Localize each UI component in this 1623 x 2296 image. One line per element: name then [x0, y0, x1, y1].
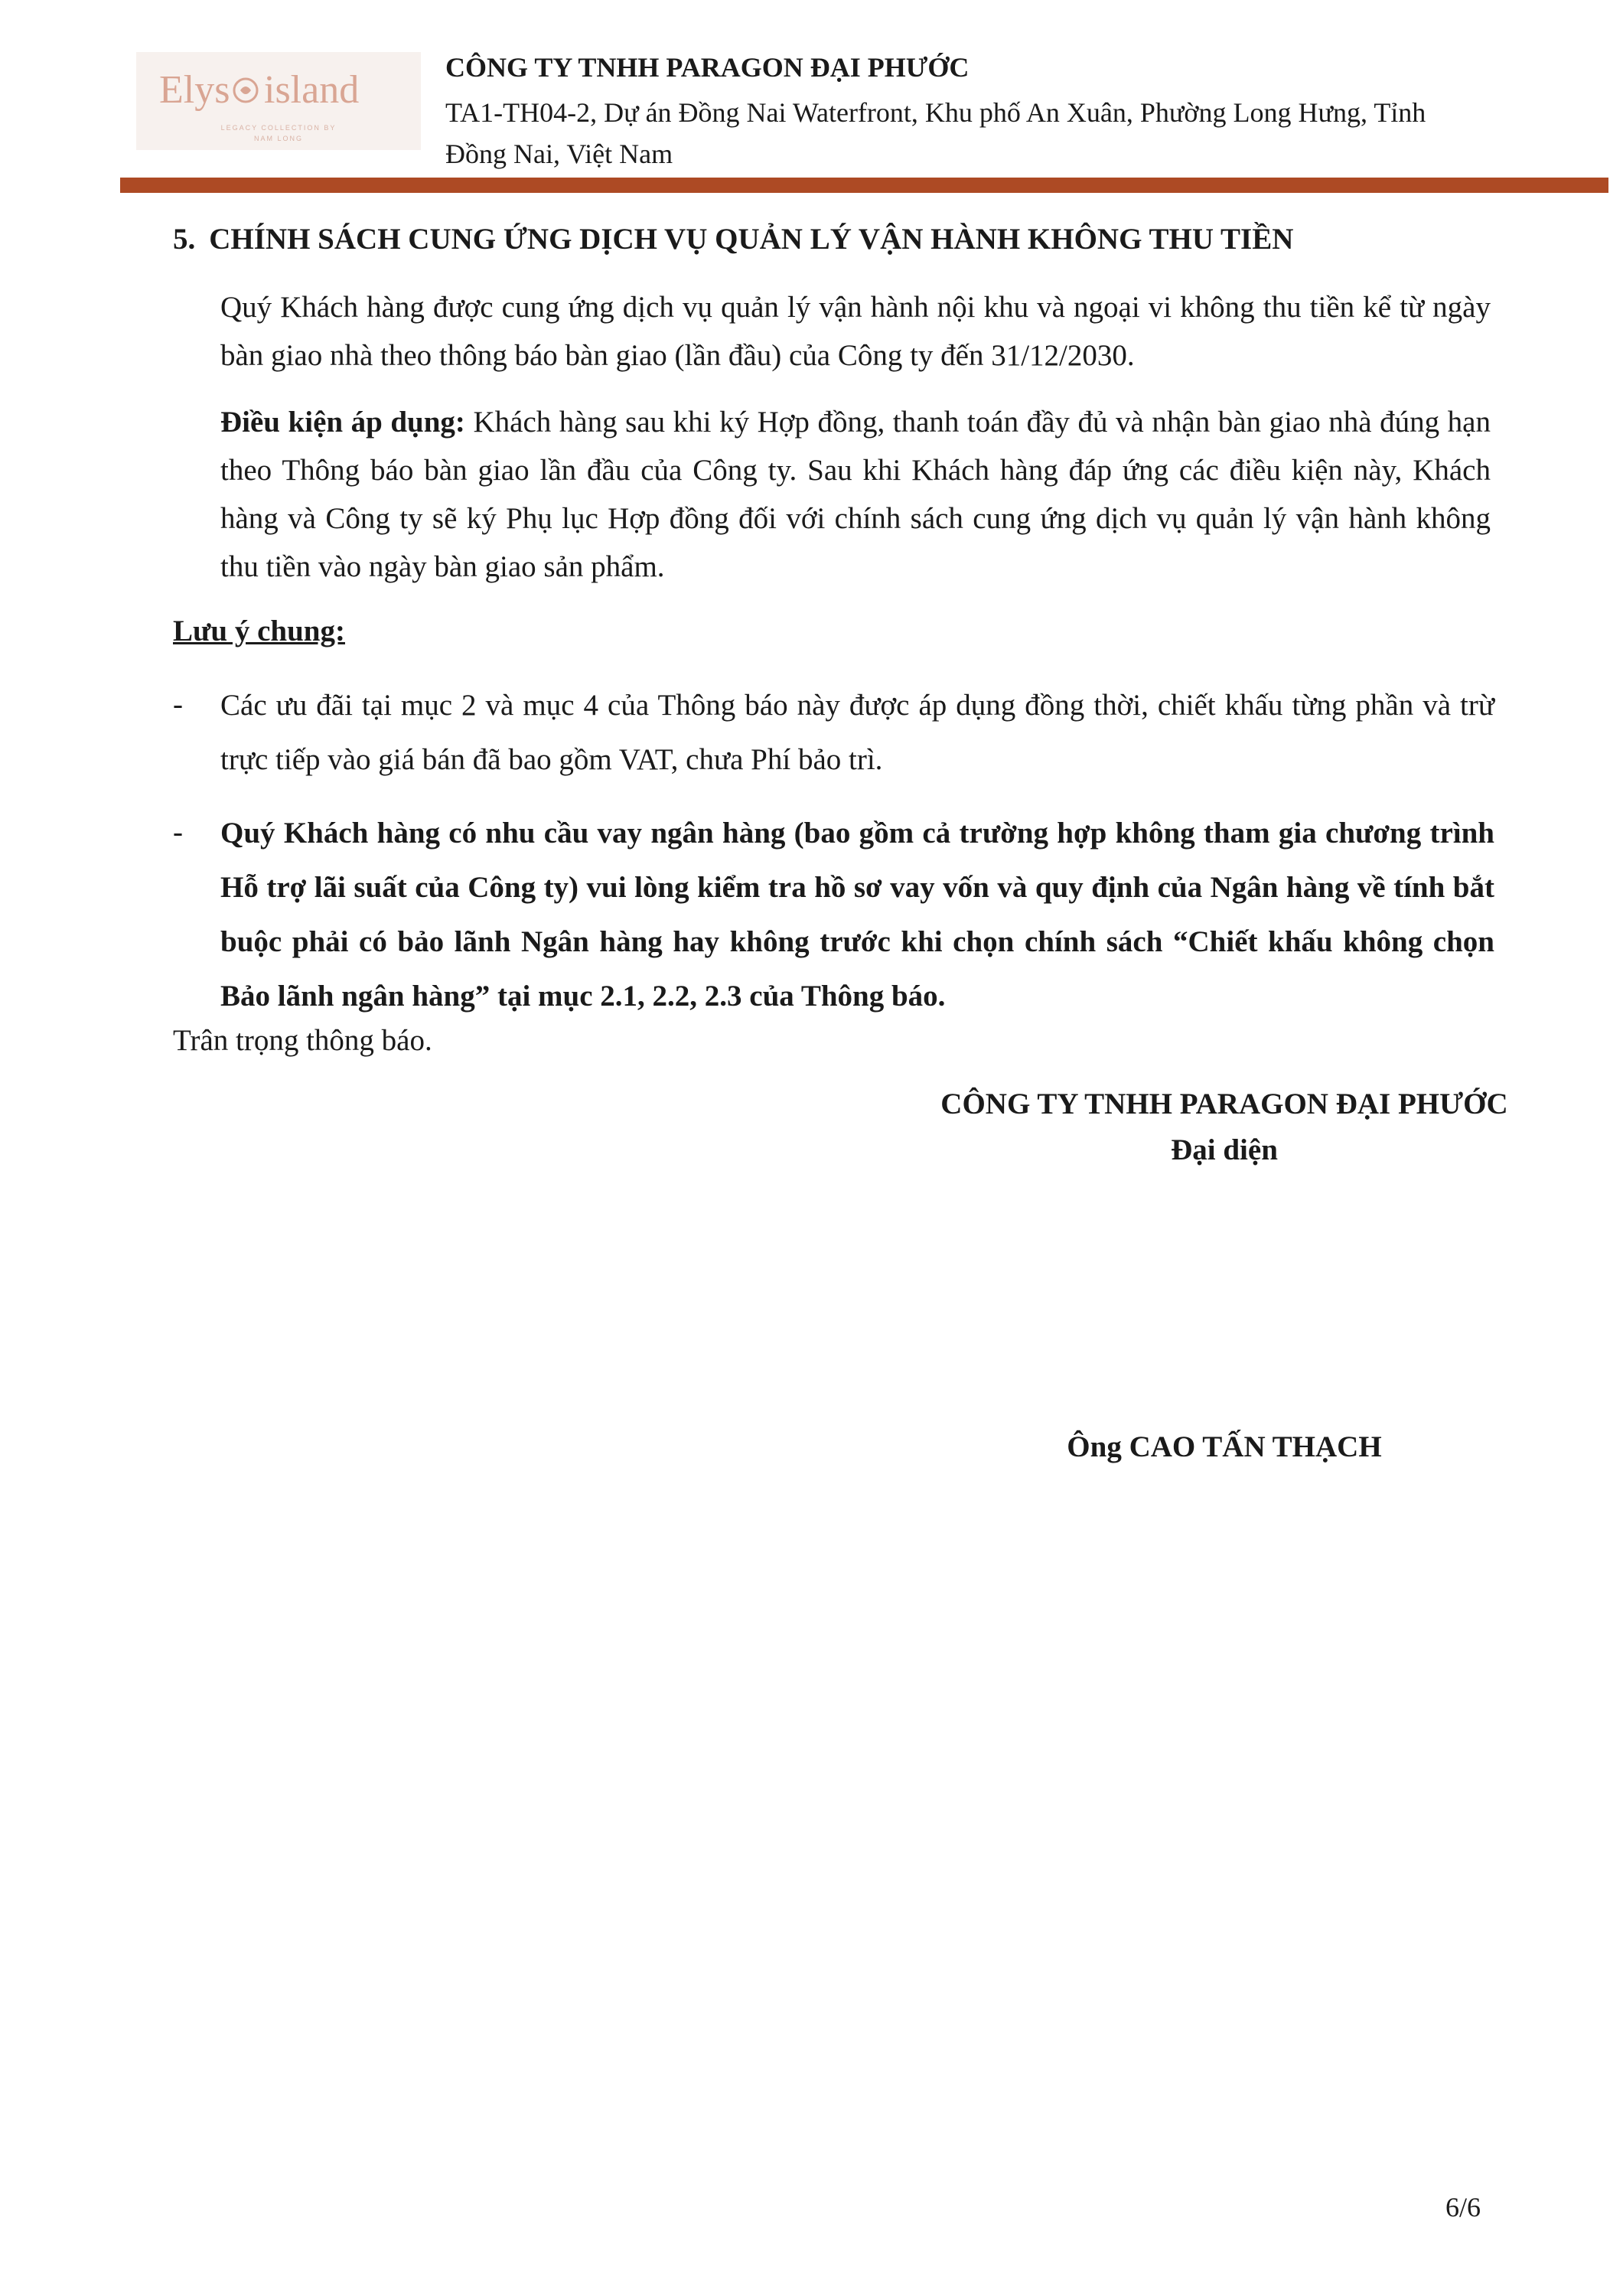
logo-tagline: LEGACY COLLECTION BY: [220, 124, 337, 132]
svg-text:Elys: Elys: [159, 68, 230, 112]
conditions-label: Điều kiện áp dụng:: [220, 406, 465, 439]
header-divider: [120, 178, 1608, 193]
section-paragraph: Quý Khách hàng được cung ứng dịch vụ quản lý vận hành nội khu và ngoại vi không thu tiền kể từ ngày bàn giao nhà theo thông báo bàn giao (lần đầu) của Công ty đến 31/12/2030.: [220, 291, 1491, 372]
section-heading: [173, 219, 1307, 260]
note-item-bold: Quý Khách hàng có nhu cầu vay ngân hàng (bao gồm cả trường hợp không tham gia chương trình Hỗ trợ lãi suất của Công ty) vui lòng kiểm tra hồ sơ vay vốn và quy định của Ngân hàng về tính bắt buộc phải có bảo lãnh Ngân hàng hay không trước khi chọn chính sách “Chiết khấu không chọn Bảo lãnh ngân hàng” tại mục 2.1, 2.2, 2.3 của Thông báo.: [220, 817, 1494, 1013]
signature-company: CÔNG TY TNHH PARAGON ĐẠI PHƯỚC: [940, 1088, 1508, 1120]
notes-heading: Lưu ý chung:: [173, 615, 345, 647]
logo-maker: NAM LONG: [253, 135, 303, 142]
conditions-text: Khách hàng sau khi ký Hợp đồng, thanh toán đầy đủ và nhận bàn giao nhà đúng hạn theo Thông báo bàn giao lần đầu của Công ty. Sau khi Khách hàng đáp ứng các điều kiện này, Khách hàng và Công ty sẽ ký Phụ lục Hợp đồng đối với chính sách cung ứng dịch vụ quản lý vận hành không thu tiền vào ngày bàn giao sản phẩm.: [220, 406, 1491, 583]
section-number: 5.: [173, 223, 196, 256]
signature-name: Ông CAO TẤN THẠCH: [1067, 1430, 1382, 1463]
closing-line: Trân trọng thông báo.: [173, 1024, 432, 1057]
page-number: 6/6: [1445, 2192, 1481, 2223]
header-company-address: TA1-TH04-2, Dự án Đồng Nai Waterfront, Khu phố An Xuân, Phường Long Hưng, Tỉnh Đồng Nai, Việt Nam: [445, 97, 1426, 169]
svg-text:island: island: [264, 68, 360, 112]
bullet-dash: -: [173, 816, 183, 849]
conditions-paragraph: [220, 398, 1491, 591]
logo-wordmark: [159, 67, 412, 113]
signature-role: Đại diện: [1171, 1133, 1278, 1166]
section-title: CHÍNH SÁCH CUNG ỨNG DỊCH VỤ QUẢN LÝ VẬN HÀNH KHÔNG THU TIỀN: [209, 223, 1294, 256]
note-item: Các ưu đãi tại mục 2 và mục 4 của Thông báo này được áp dụng đồng thời, chiết khấu từng phần và trừ trực tiếp vào giá bán đã bao gồm VAT, chưa Phí bảo trì.: [220, 689, 1494, 776]
company-logo: [136, 52, 421, 150]
bullet-dash: -: [173, 688, 183, 721]
header-company-name: CÔNG TY TNHH PARAGON ĐẠI PHƯỚC: [445, 52, 970, 83]
